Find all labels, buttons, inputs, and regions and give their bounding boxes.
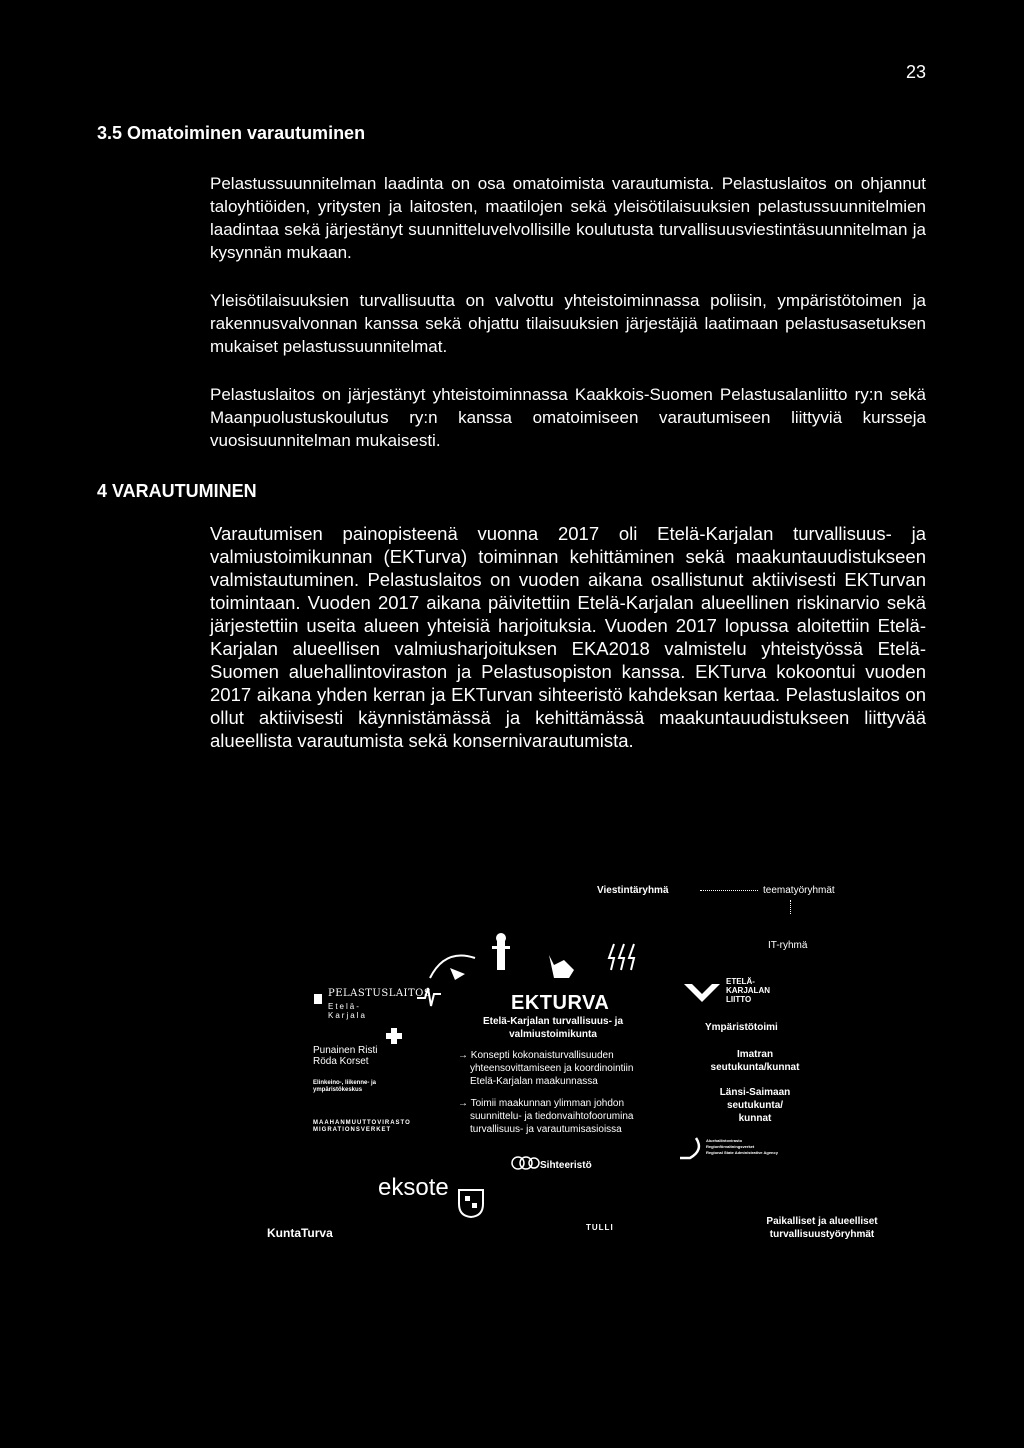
section-heading-4: 4 VARAUTUMINEN [97, 481, 257, 501]
dotted-connector [700, 890, 758, 891]
viestintaryhma-label: Viestintäryhmä [597, 885, 669, 896]
police-icon [490, 932, 512, 974]
emergency-icon [425, 938, 485, 988]
dotted-connector-vertical [790, 900, 791, 914]
deer-icon [544, 950, 580, 980]
ekturva-bullet-2: → Toimii maakunnan ylimman johdon suunnittelu- ja tiedonvaihtofoorumina turvallisuus- ja varautumisasioissa [458, 1098, 634, 1135]
punainen-risti-logo: Punainen Risti Röda Korset [313, 1045, 378, 1067]
ekturva-diagram: Viestintäryhmä teematyöryhmät IT-ryhmä PELASTUSLAITOS Etelä-Karjala Punainen Risti Röda Korset Elinkeino-, liikenne- ja ympäristökeskus MAAHANMUUTTOVIRASTO MIGRATIONSVERKET EKTURVA Etelä-Karjalan turvallisuus- ja valmiustoimikunta → Konsepti kokonaisturvallisuuden yhteensovittamiseen ja koordinointiin Etelä-Karjalan maakunnassa → Toimii maakunnan ylimman johdon suunnittelu- ja tiedonvaihtofoorumina turvallisuus- ja varautumisasioissa Sihteeristö eksote TULLI KuntaTurva ETELÄ- KARJALAN LIITTO Ympäristötoimi Imatran seutukunta/kunnat Länsi-Saimaan seutukunta/ kunnat Aluehallintovirasto Regionförvaltningsverket Regional State Administrative Agency Paikalliset ja alueelliset turvallisuustyöryhmät [0, 870, 1024, 1290]
tulli-logo: TULLI [586, 1223, 614, 1232]
avi-logo: Aluehallintovirasto Regionförvaltningsverket Regional State Administrative Agency [706, 1138, 778, 1155]
avi-emblem-icon [676, 1136, 704, 1162]
sihteeristo-label: Sihteeristö [540, 1160, 592, 1171]
ek-liitto-emblem-icon [682, 980, 722, 1004]
ely-keskus-logo: Elinkeino-, liikenne- ja ympäristökeskus [313, 1080, 377, 1093]
paragraph-varautuminen: Varautumisen painopisteenä vuonna 2017 oli Etelä-Karjalan turvallisuus- ja valmiustoimikunnan (EKTurva) toiminnan kehittäminen sekä maakuntauudistukseen valmistautuminen. Pelastuslaitos on vuoden aikana osallistunut aktiivisesti EKTurvan toimintaan. Vuoden 2017 aikana päivitettiin Etelä-Karjalan alueellinen riskinarvio sekä järjestettiin useita alueen yhteisiä harjoituksia. Vuoden 2017 lopussa aloitettiin Etelä-Karjalan alueellisen valmiusharjoituksen EKA2018 valmistelu yhteistyössä Etelä-Suomen aluehallintoviraston ja Pelastusopiston kanssa. EKTurva kokoontui vuoden 2017 aikana yhden kerran ja EKTurvan sihteeristö kahdeksan kertaa. Pelastuslaitos on ollut aktiivisesti käynnistämässä ja kehittämässä maakuntauudistukseen liittyvää alueellista varautumista sekä konsernivarautumista. [210, 523, 926, 751]
kuntaturva-label: KuntaTurva [267, 1226, 333, 1240]
flame-icon [312, 992, 324, 1006]
paikalliset-tyoryhmat-label: Paikalliset ja alueelliset turvallisuustyöryhmät [766, 1216, 878, 1240]
ekturva-title: EKTURVA [511, 992, 610, 1014]
lansi-saimaa-label: Länsi-Saimaan seutukunta/ kunnat [719, 1087, 791, 1124]
ymparistotoimi-label: Ympäristötoimi [705, 1022, 778, 1033]
it-ryhma-label: IT-ryhmä [768, 940, 808, 951]
paragraph-kurssit: Pelastuslaitos on järjestänyt yhteistoiminnassa Kaakkois-Suomen Pelastusalanliitto ry:n sekä Maanpuolustuskoulutus ry:n kanssa omatoimiseen varautumiseen liittyviä kursseja vuosisuunnitelman mukaisesti. [210, 385, 926, 450]
maahanmuuttovirasto-logo: MAAHANMUUTTOVIRASTO MIGRATIONSVERKET [313, 1120, 411, 1133]
people-icon [510, 1153, 540, 1177]
imatran-seutukunta-label: Imatran seutukunta/kunnat [710, 1049, 800, 1073]
eksote-logo: eksote [378, 1174, 449, 1201]
red-cross-icon [386, 1028, 402, 1044]
coat-of-arms-icon [457, 1188, 485, 1218]
ek-liitto-logo: ETELÄ- KARJALAN LIITTO [726, 977, 770, 1004]
ekturva-subtitle: Etelä-Karjalan turvallisuus- ja valmiustoimikunta [482, 1016, 624, 1040]
paragraph-yleisotilaisuudet: Yleisötilaisuuksien turvallisuutta on valvottu yhteistoiminnassa poliisin, ympäristötoimen ja rakennusvalvonnan kanssa sekä ohjattu tilaisuuksien järjestäjiä laatimaan pelastusasetuksen mukaiset pelastussuunnitelmat. [210, 291, 926, 356]
page-number: 23 [905, 62, 926, 82]
pulse-icon [417, 984, 441, 1010]
ekturva-bullet-1: → Konsepti kokonaisturvallisuuden yhteensovittamiseen ja koordinointiin Etelä-Karjalan maakunnassa [458, 1050, 634, 1087]
teematyoryhmat-label: teematyöryhmät [763, 885, 835, 896]
lightning-icon [606, 942, 642, 972]
paragraph-pelastussuunnitelma: Pelastussuunnitelman laadinta on osa omatoimista varautumista. Pelastuslaitos on ohjannut taloyhtiöiden, yritysten ja laitosten, maatilojen sekä yleisötilaisuuksien pelastussuunnitelmien laadintaa sekä järjestänyt suunnitteluvelvollisille koulutusta turvallisuusviestintäsuunnitelman ja kysynnän mukaan. [210, 174, 926, 262]
section-heading-3-5: 3.5 Omatoiminen varautuminen [97, 123, 366, 143]
